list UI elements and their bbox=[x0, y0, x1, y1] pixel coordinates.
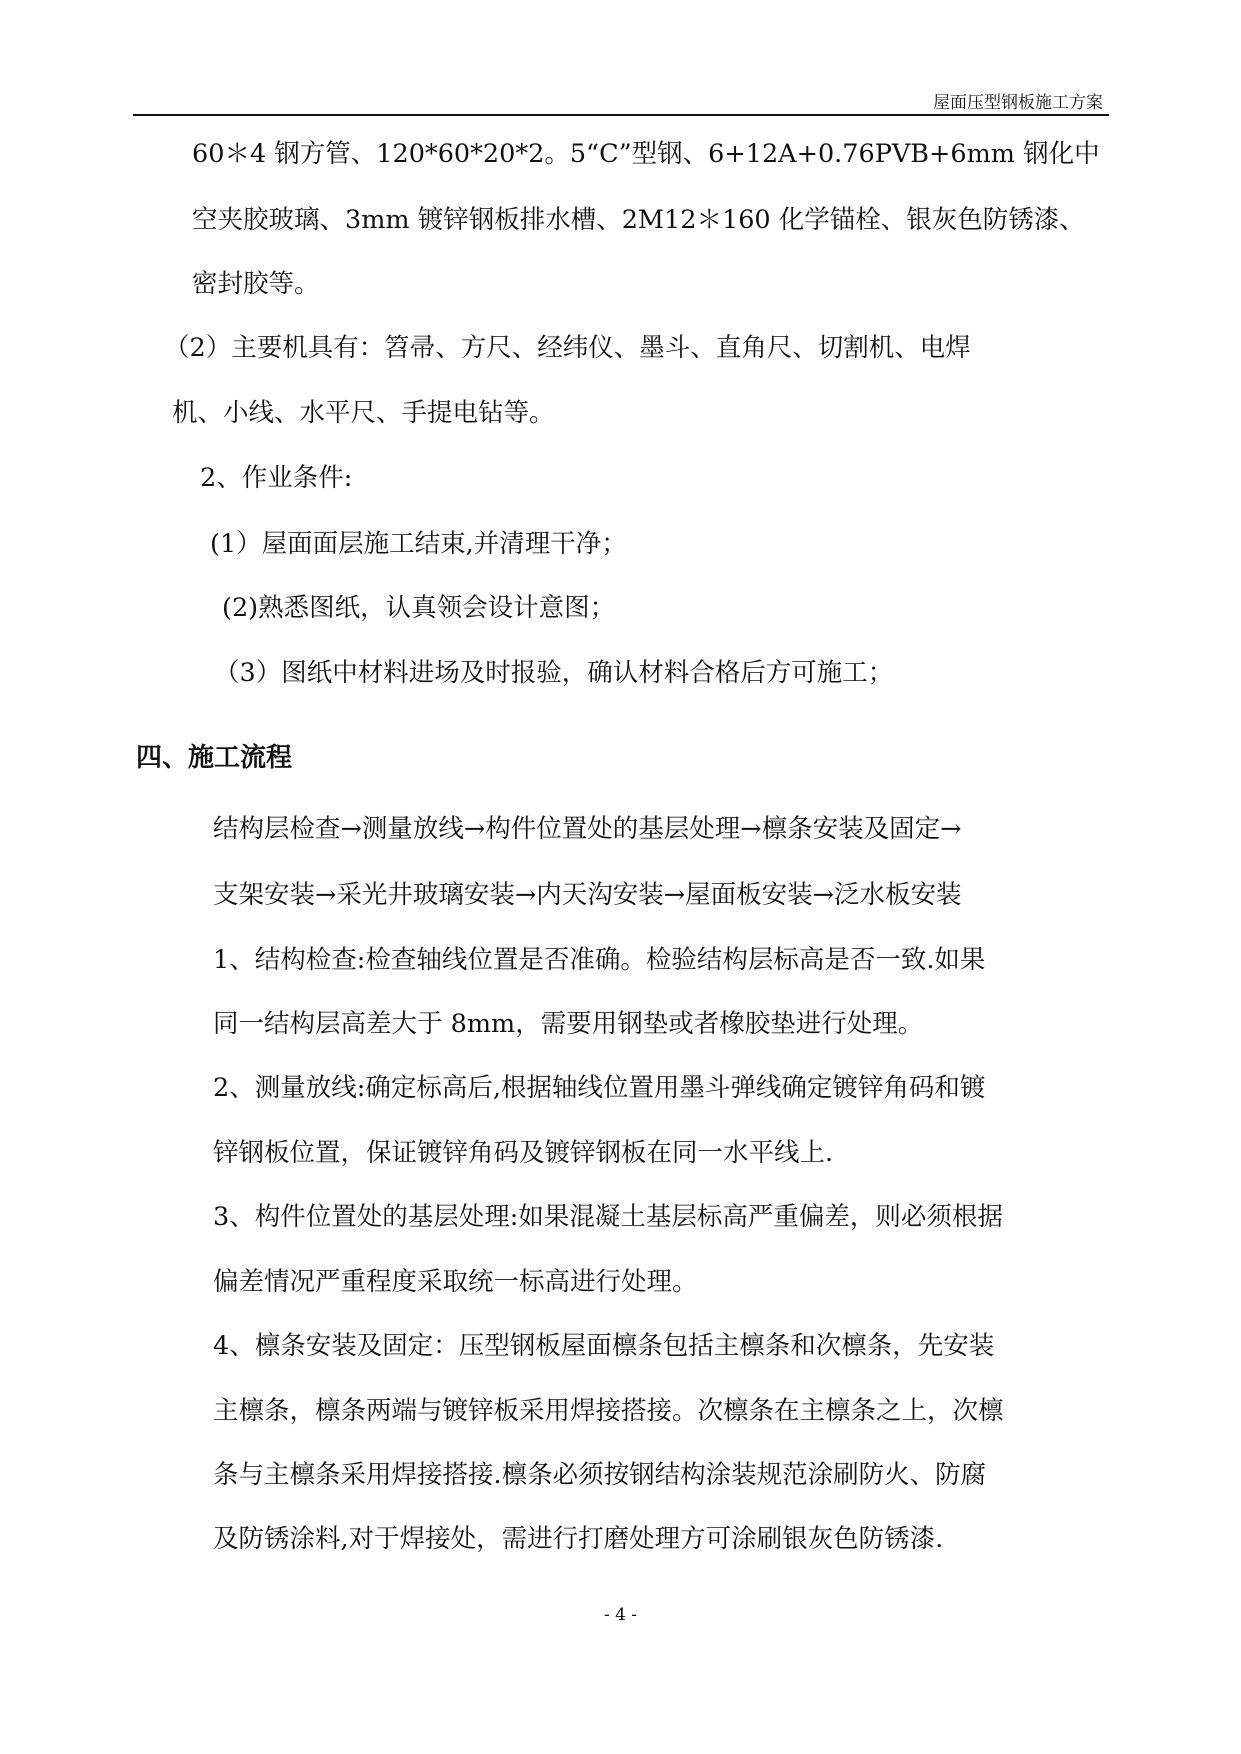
header-title: 屋面压型钢板施工方案 bbox=[933, 93, 1103, 113]
step-3-line-2: 偏差情况严重程度采取统一标高进行处理。 bbox=[213, 1267, 698, 1297]
tools-line-2: 机、小线、水平尺、手提电钻等。 bbox=[172, 398, 555, 428]
step-1-line-1: 1、结构检查:检查轴线位置是否准确。检验结构层标高是否一致.如果 bbox=[213, 945, 986, 975]
header-rule bbox=[133, 114, 1109, 116]
step-4-line-1: 4、檩条安装及固定：压型钢板屋面檩条包括主檩条和次檩条，先安装 bbox=[213, 1331, 995, 1361]
step-2-line-2: 锌钢板位置，保证镀锌角码及镀锌钢板在同一水平线上. bbox=[213, 1138, 834, 1168]
conditions-item-1: (1）屋面面层施工结束,并清理干净； bbox=[210, 529, 627, 559]
section-title: 四、施工流程 bbox=[136, 743, 293, 773]
conditions-item-2: (2)熟悉图纸，认真领会设计意图； bbox=[222, 593, 616, 623]
materials-line-3: 密封胶等。 bbox=[192, 269, 320, 299]
conditions-heading: 2、作业条件: bbox=[200, 463, 353, 493]
flow-line-1: 结构层检查→测量放线→构件位置处的基层处理→檩条安装及固定→ bbox=[213, 814, 962, 844]
tools-line-1: （2）主要机具有：笤帚、方尺、经纬仪、墨斗、直角尺、切割机、电焊 bbox=[164, 333, 971, 363]
conditions-item-3: （3）图纸中材料进场及时报验，确认材料合格后方可施工； bbox=[214, 658, 894, 688]
step-1-line-2: 同一结构层高差大于 8mm，需要用钢垫或者橡胶垫进行处理。 bbox=[213, 1009, 924, 1039]
materials-line-1: 60＊4 钢方管、120*60*20*2。5“C”型钢、6+12A+0.76PVB+6mm 钢化中 bbox=[192, 139, 1100, 169]
flow-line-2: 支架安装→采光井玻璃安装→内天沟安装→屋面板安装→泛水板安装 bbox=[213, 880, 962, 910]
step-4-line-3: 条与主檩条采用焊接搭接.檩条必须按钢结构涂装规范涂刷防火、防腐 bbox=[213, 1460, 987, 1490]
step-2-line-1: 2、测量放线:确定标高后,根据轴线位置用墨斗弹线确定镀锌角码和镀 bbox=[213, 1073, 986, 1103]
step-4-line-2: 主檩条，檩条两端与镀锌板采用焊接搭接。次檩条在主檩条之上，次檩 bbox=[213, 1396, 1004, 1426]
step-4-line-4: 及防锈涂料,对于焊接处，需进行打磨处理方可涂刷银灰色防锈漆. bbox=[213, 1524, 944, 1554]
materials-line-2: 空夹胶玻璃、3mm 镀锌钢板排水槽、2M12＊160 化学锚栓、银灰色防锈漆、 bbox=[192, 205, 1085, 235]
step-3-line-1: 3、构件位置处的基层处理:如果混凝土基层标高严重偏差，则必须根据 bbox=[213, 1202, 1003, 1232]
page-number: - 4 - bbox=[603, 1605, 638, 1625]
